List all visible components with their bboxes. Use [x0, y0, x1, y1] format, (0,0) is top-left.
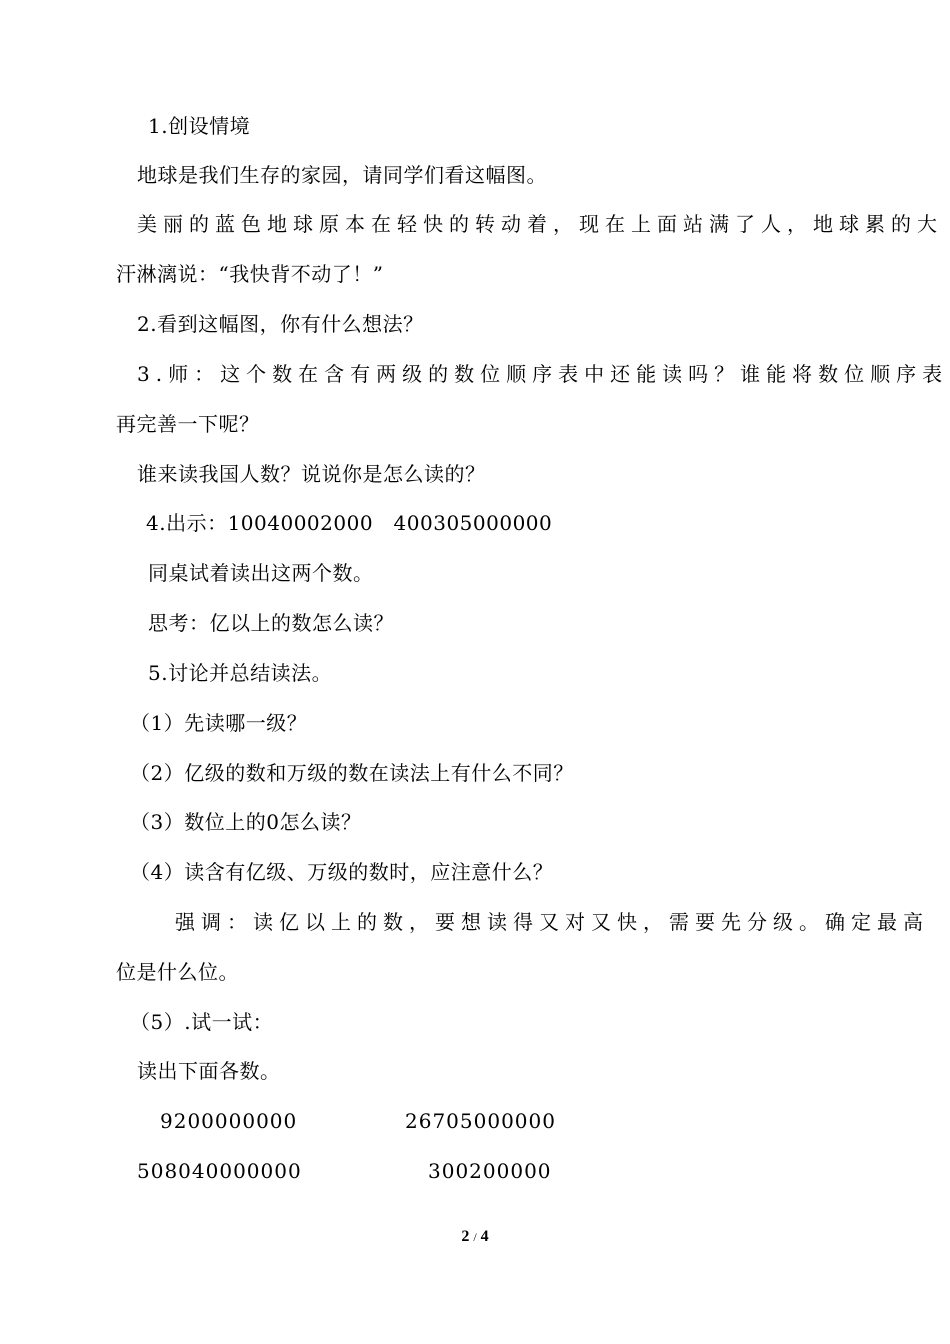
paragraph-earth-home: 地球是我们生存的家园，请同学们看这幅图。 [137, 163, 547, 187]
sub-question-4: （4）读含有亿级、万级的数时，应注意什么？ [130, 860, 554, 884]
number-2: 26705000000 [405, 1109, 556, 1133]
discuss-summary: 5.讨论并总结读法。 [148, 661, 333, 685]
try-it-heading: （5）.试一试： [130, 1010, 274, 1034]
paragraph-blue-earth-line1: 美丽的蓝色地球原本在轻快的转动着，现在上面站满了人，地球累的大 [137, 212, 943, 236]
paragraph-blue-earth-line2: 汗淋漓说：“我快背不动了！” [116, 262, 384, 286]
emphasis-line1: 强调：读亿以上的数，要想读得又对又快，需要先分级。确定最高 [175, 910, 929, 934]
sub-question-1: （1）先读哪一级？ [130, 711, 308, 735]
read-numbers-instruction: 读出下面各数。 [137, 1059, 281, 1083]
page-number [0, 1228, 950, 1246]
heading-create-scenario: 1.创设情境 [148, 114, 251, 138]
number-3: 508040000000 [137, 1159, 302, 1183]
question-thoughts: 2.看到这幅图，你有什么想法？ [137, 312, 424, 336]
number-4: 300200000 [428, 1159, 552, 1183]
sub-question-3: （3）数位上的0怎么读？ [130, 810, 362, 834]
page-total: 4 [480, 1228, 489, 1245]
page-separator: / [473, 1230, 477, 1244]
paragraph-teacher-line1: 3.师：这个数在含有两级的数位顺序表中还能读吗？谁能将数位顺序表 [137, 362, 949, 386]
think-question: 思考：亿以上的数怎么读？ [148, 611, 394, 635]
question-population: 谁来读我国人数？说说你是怎么读的？ [137, 462, 486, 486]
show-numbers: 4.出示：10040002000 400305000000 [146, 511, 553, 535]
sub-question-2: （2）亿级的数和万级的数在读法上有什么不同？ [130, 761, 574, 785]
paragraph-teacher-line2: 再完善一下呢？ [116, 412, 260, 436]
emphasis-line2: 位是什么位。 [116, 960, 239, 984]
instruction-desk-mate: 同桌试着读出这两个数。 [148, 561, 374, 585]
number-1: 9200000000 [160, 1109, 298, 1133]
page-current: 2 [461, 1228, 470, 1245]
